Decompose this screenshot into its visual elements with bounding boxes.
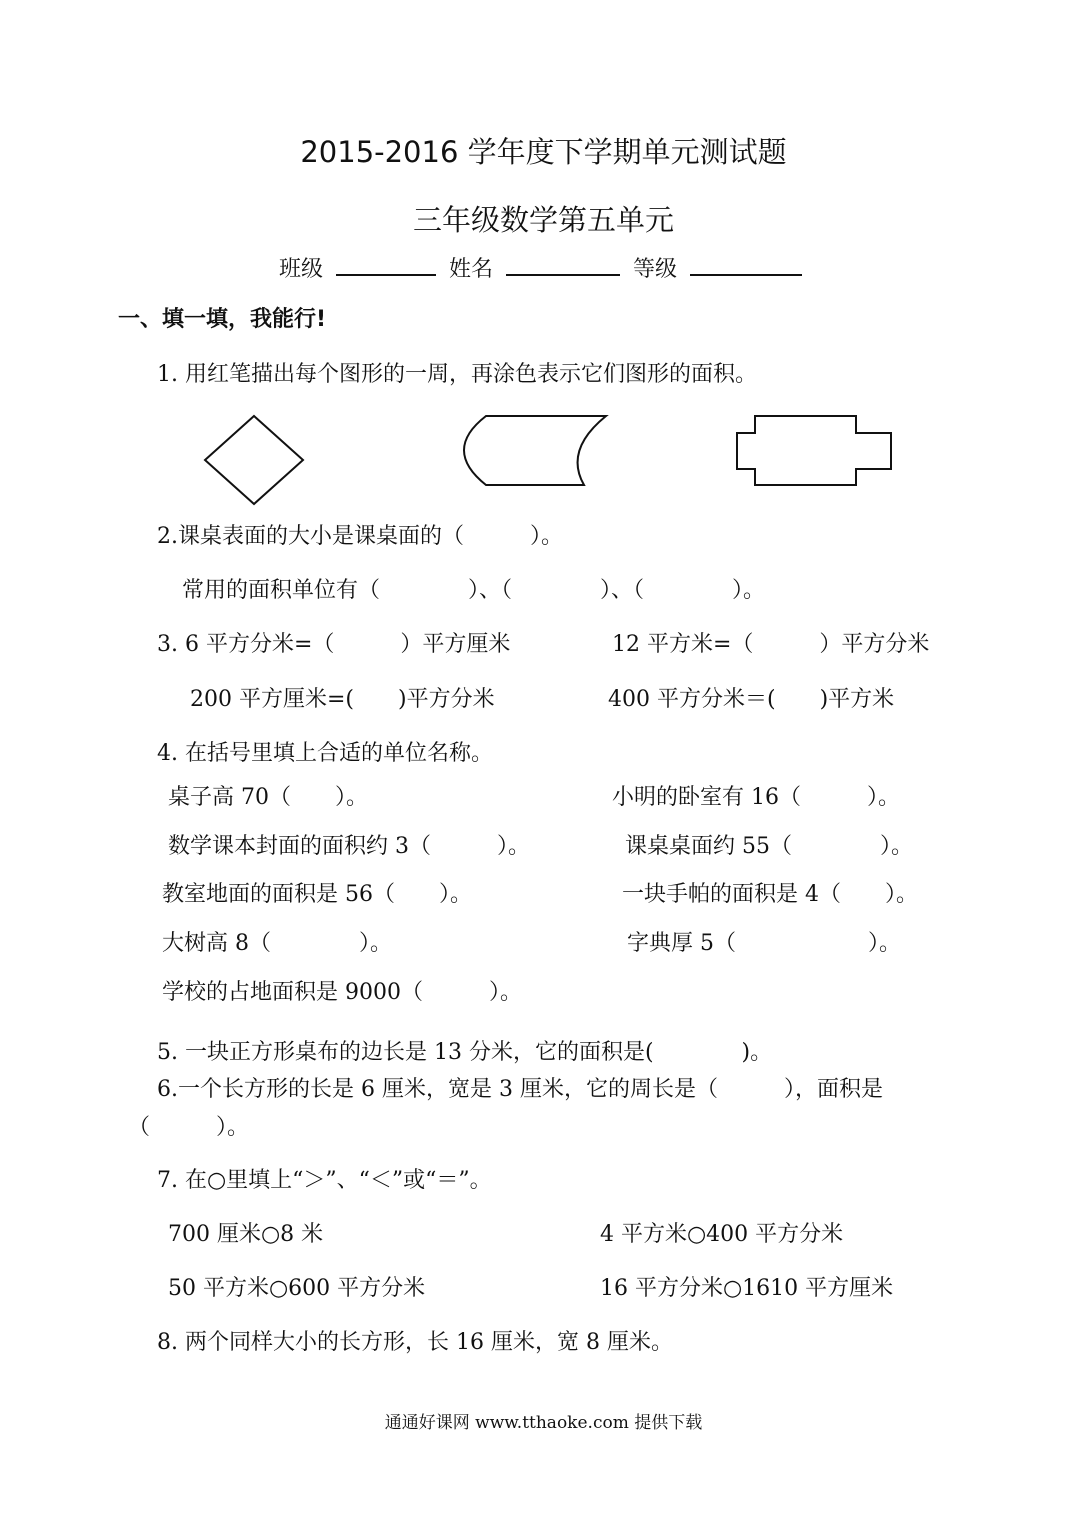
question-4i: 学校的占地面积是 9000（ ）。 [162,980,522,1005]
page-title: 2015-2016 学年度下学期单元测试题 [300,135,787,169]
question-3d: 400 平方分米＝( )平方米 [608,687,895,712]
page-subtitle: 三年级数学第五单元 [412,203,674,237]
name-blank [506,250,620,276]
rounded-shape [464,416,606,485]
question-4f: 一块手帕的面积是 4（ ）。 [622,882,918,907]
question-7c: 50 平方米○600 平方分米 [168,1276,426,1301]
question-6b: （ ）。 [128,1115,250,1140]
question-4g: 大树高 8（ ）。 [162,931,392,956]
question-8: 8. 两个同样大小的长方形，长 16 厘米，宽 8 厘米。 [157,1330,673,1355]
student-info-row [0,250,1087,283]
question-4d: 课桌桌面约 55（ ）。 [625,834,913,859]
class-blank [336,250,436,276]
footer-credit: 通通好课网 www.tthaoke.com 提供下载 [384,1413,703,1433]
section-heading: 一、填一填，我能行! [118,307,327,332]
question-2a: 2.课桌表面的大小是课桌面的（ ）。 [157,524,563,549]
name-label: 姓名 [448,257,493,282]
question-3c: 200 平方厘米=( )平方分米 [190,687,495,712]
question-5: 5. 一块正方形桌布的边长是 13 分米，它的面积是( )。 [157,1040,773,1065]
question-4c: 数学课本封面的面积约 3（ ）。 [168,834,530,859]
question-7a: 700 厘米○8 米 [168,1222,324,1247]
class-label: 班级 [278,257,323,282]
question-4: 4. 在括号里填上合适的单位名称。 [157,741,493,766]
question-4e: 教室地面的面积是 56（ ）。 [162,882,472,907]
question-7b: 4 平方米○400 平方分米 [600,1222,844,1247]
question-7: 7. 在○里填上“＞”、“＜”或“＝”。 [157,1168,492,1193]
question-2b: 常用的面积单位有（ ）、（ ）、（ ）。 [182,578,766,603]
question-7d: 16 平方分米○1610 平方厘米 [600,1276,894,1301]
question-3a: 3. 6 平方分米=（ ）平方厘米 [157,632,511,657]
question-1: 1. 用红笔描出每个图形的一周，再涂色表示它们图形的面积。 [157,362,757,387]
shapes-figure [180,400,910,510]
question-4b: 小明的卧室有 16（ ）。 [612,785,900,810]
grade-label: 等级 [633,257,678,282]
grade-blank [690,250,802,276]
diamond-shape [205,416,303,504]
question-6a: 6.一个长方形的长是 6 厘米，宽是 3 厘米，它的周长是（ ），面积是 [157,1077,883,1102]
notched-rectangle-shape [737,416,891,485]
question-4a: 桌子高 70（ ）。 [168,785,368,810]
question-3b: 12 平方米=（ ）平方分米 [612,632,930,657]
question-4h: 字典厚 5（ ）。 [627,931,901,956]
